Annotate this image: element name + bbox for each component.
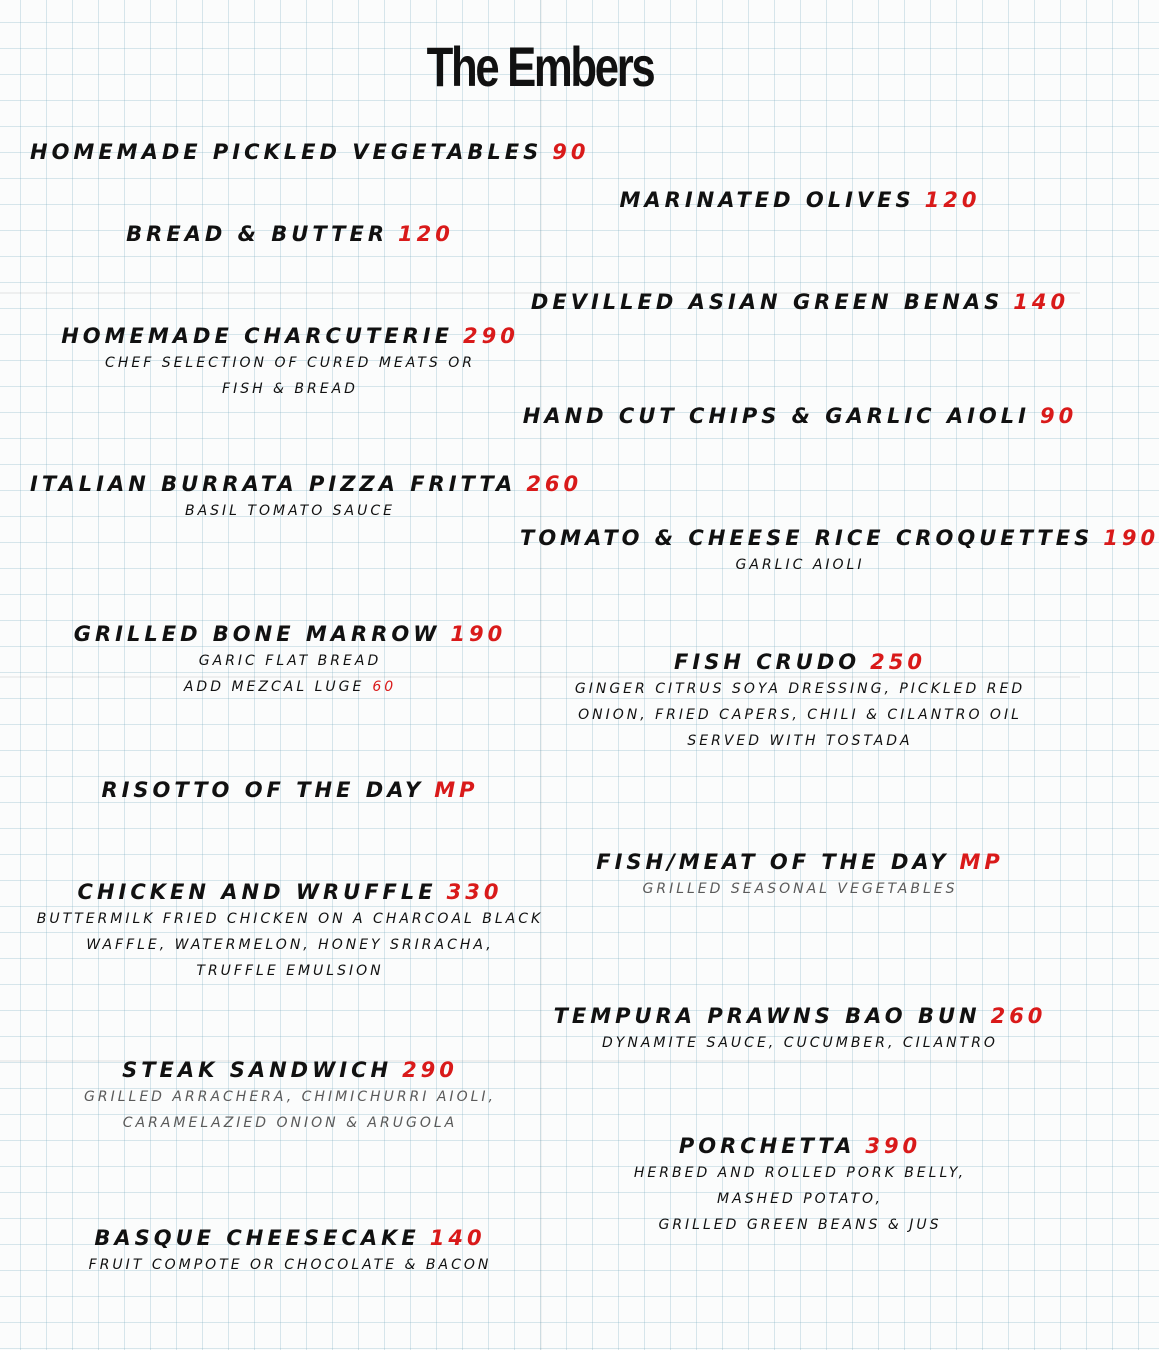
menu-item <box>520 288 1080 316</box>
menu-item <box>30 776 550 804</box>
item-price: 140 <box>1013 290 1070 314</box>
item-price: 140 <box>429 1226 486 1250</box>
item-price: 290 <box>402 1058 458 1082</box>
item-description: FISH & BREAD <box>222 381 358 397</box>
menu-item <box>520 524 1159 578</box>
item-price: 260 <box>526 472 583 496</box>
menu-item <box>30 220 550 248</box>
item-name: DEVILLED ASIAN GREEN BENAS 140 <box>530 290 1070 314</box>
item-description: SERVED WITH TOSTADA <box>687 733 913 749</box>
item-price: 90 <box>1039 404 1078 428</box>
item-price: 190 <box>450 622 507 646</box>
item-price: MP <box>434 778 479 802</box>
item-price: 260 <box>990 1004 1047 1028</box>
item-description: FRUIT COMPOTE OR CHOCOLATE & BACON <box>88 1257 492 1273</box>
item-description: GINGER CITRUS SOYA DRESSING, PICKLED RED <box>574 681 1026 697</box>
item-name: BASQUE CHEESECAKE 140 <box>94 1226 486 1250</box>
item-name: PORCHETTA 390 <box>678 1134 922 1158</box>
item-price: 190 <box>1103 526 1159 550</box>
item-description: CARAMELAZIED ONION & ARUGOLA <box>122 1115 458 1131</box>
item-price: 290 <box>462 324 519 348</box>
item-description: CHEF SELECTION OF CURED MEATS OR <box>105 355 475 371</box>
item-description: GRILLED ARRACHERA, CHIMICHURRI AIOLI, <box>84 1089 496 1105</box>
restaurant-title: The Embers <box>426 35 654 98</box>
menu-item <box>30 1056 550 1136</box>
menu-item <box>520 1132 1080 1238</box>
menu-item <box>520 186 1080 214</box>
item-price: MP <box>959 850 1004 874</box>
item-description: BUTTERMILK FRIED CHICKEN ON A CHARCOAL BLACK <box>36 911 544 927</box>
item-name: HOMEMADE CHARCUTERIE 290 <box>61 324 519 348</box>
item-price: 90 <box>552 140 590 164</box>
item-name: CHICKEN AND WRUFFLE 330 <box>77 880 503 904</box>
item-name: TEMPURA PRAWNS BAO BUN 260 <box>553 1004 1047 1028</box>
item-name: HAND CUT CHIPS & GARLIC AIOLI 90 <box>522 404 1078 428</box>
menu-item <box>520 402 1080 430</box>
item-description: ONION, FRIED CAPERS, CHILI & CILANTRO OIL <box>578 707 1022 723</box>
item-description: TRUFFLE EMULSION <box>196 963 384 979</box>
menu-item <box>30 620 550 700</box>
item-description: WAFFLE, WATERMELON, HONEY SRIRACHA, <box>86 937 494 953</box>
item-price: 120 <box>398 222 454 246</box>
menu-item <box>30 878 550 984</box>
item-price: 120 <box>924 188 981 212</box>
item-price: 250 <box>870 650 926 674</box>
menu-item <box>30 470 583 524</box>
item-name: RISOTTO OF THE DAY MP <box>101 778 479 802</box>
menu-item <box>520 1002 1080 1056</box>
item-name: MARINATED OLIVES 120 <box>619 188 981 212</box>
item-description: BASIL TOMATO SAUCE <box>184 503 395 519</box>
item-price: 330 <box>446 880 503 904</box>
menu-item <box>30 138 590 166</box>
menu-item <box>30 1224 550 1278</box>
item-price: 390 <box>865 1134 922 1158</box>
item-name: GRILLED BONE MARROW 190 <box>73 622 507 646</box>
item-addon: ADD MEZCAL LUGE 60 <box>183 679 397 695</box>
item-name: TOMATO & CHEESE RICE CROQUETTES 190 <box>520 526 1159 550</box>
item-description: GRILLED SEASONAL VEGETABLES <box>642 881 958 897</box>
item-description: MASHED POTATO, <box>717 1191 883 1207</box>
item-name: STEAK SANDWICH 290 <box>122 1058 458 1082</box>
menu-item <box>520 848 1080 902</box>
item-description: HERBED AND ROLLED PORK BELLY, <box>633 1165 967 1181</box>
item-description: DYNAMITE SAUCE, CUCUMBER, CILANTRO <box>602 1035 998 1051</box>
item-name: FISH/MEAT OF THE DAY MP <box>596 850 1004 874</box>
item-name: HOMEMADE PICKLED VEGETABLES 90 <box>30 140 590 164</box>
item-description: GRILLED GREEN BEANS & JUS <box>658 1217 942 1233</box>
item-name: BREAD & BUTTER 120 <box>126 222 454 246</box>
addon-price: 60 <box>372 679 397 695</box>
item-name: ITALIAN BURRATA PIZZA FRITTA 260 <box>30 472 583 496</box>
item-description: GARLIC AIOLI <box>735 557 865 573</box>
menu-item <box>520 648 1080 754</box>
item-name: FISH CRUDO 250 <box>674 650 926 674</box>
item-description: GARIC FLAT BREAD <box>198 653 382 669</box>
menu-item <box>30 322 550 402</box>
